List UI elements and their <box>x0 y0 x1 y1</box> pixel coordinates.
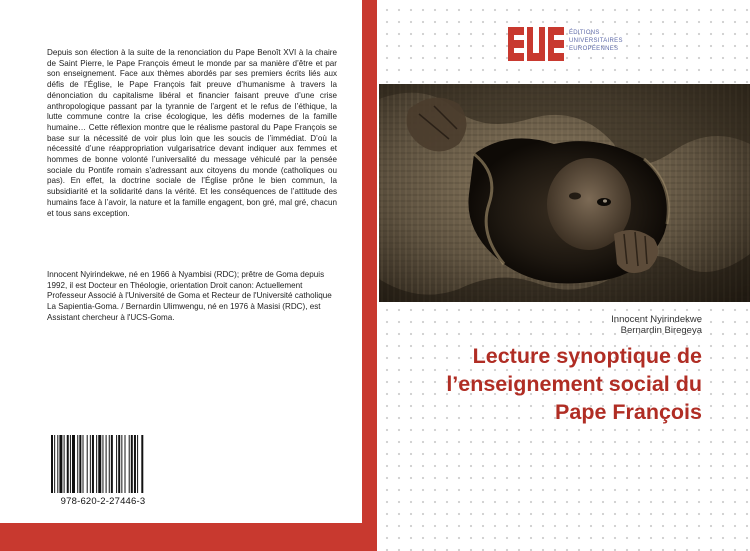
spine <box>362 0 377 551</box>
author-2: Bernardin Biregeya <box>620 325 702 336</box>
back-red-stripe <box>0 523 362 551</box>
isbn-barcode <box>47 433 159 513</box>
eue-logo-icon <box>508 27 564 61</box>
publisher-logo <box>508 27 628 61</box>
publisher-name <box>569 29 623 53</box>
cover-photo <box>379 84 750 302</box>
isbn-number: 978-620-2-27446-3 <box>60 496 146 507</box>
publisher-line3: EUROPÉENNES <box>569 46 619 52</box>
author-1: Innocent Nyirindekwe <box>611 314 702 325</box>
child-in-burlap-image <box>379 84 750 302</box>
blurb-text: Depuis son élection à la suite de la renonciation du Pape Benoît XVI à la chaire de Saint Pierre, le Pape François émeut le monde par sa manière d’être et par son enseignement. Face aux thèmes abordés par ses premiers écrits liés aux défis de l’Église, le Pape François fait preuve d’humanisme à travers la dénonciation du capitalisme libéral et financier faisant preuve d’une crise anthropologique passant par la tyrannie de l’argent et le refus de l’éthique, la lutte commune contre la crise écologique, les défis modernes de la famille humaine… Cette réflexion montre que le réalisme pastoral du Pape François se base sur la nécessité de voir plus loin que les soucis de l’immédiat. D’où la nécessité d’une réappropriation vulgarisatrice devant indiquer aux femmes et hommes de bonne volonté l’universalité du message véhiculé par la pensée sociale du Pontife romain s’adressant aux citoyens du monde (catholiques ou pas). En effet, la doctrine sociale de l’Église prône le bien commun, la subsidiarité et la solidarité dans la vérité. Et les conséquences de l’attitude des humains face à l’avoir, la nature et la famille engagent, bon gré, mal gré, chacun et tous sans exception. <box>47 48 337 218</box>
publisher-line1: ÉDITIONS <box>569 30 600 36</box>
publisher-line2: UNIVERSITAIRES <box>569 38 623 44</box>
book-title: Lecture synoptique de l’enseignement social du Pape François <box>446 344 702 424</box>
author-names <box>611 314 702 336</box>
author-bio: Innocent Nyirindekwe, né en 1966 à Nyambisi (RDC); prêtre de Goma depuis 1992, il est Docteur en Théologie, orientation Droit canon: Actuellement Professeur Associé à l'Université de Goma et Recteur de l'Université catholique La Sapientia-Goma. / Bernardin Ulimwengu, né en 1976 à Masisi (RDC), est Assistant chercheur à l'UCS-Goma. <box>47 270 332 322</box>
back-cover <box>0 0 362 551</box>
barcode-bars <box>47 433 159 495</box>
